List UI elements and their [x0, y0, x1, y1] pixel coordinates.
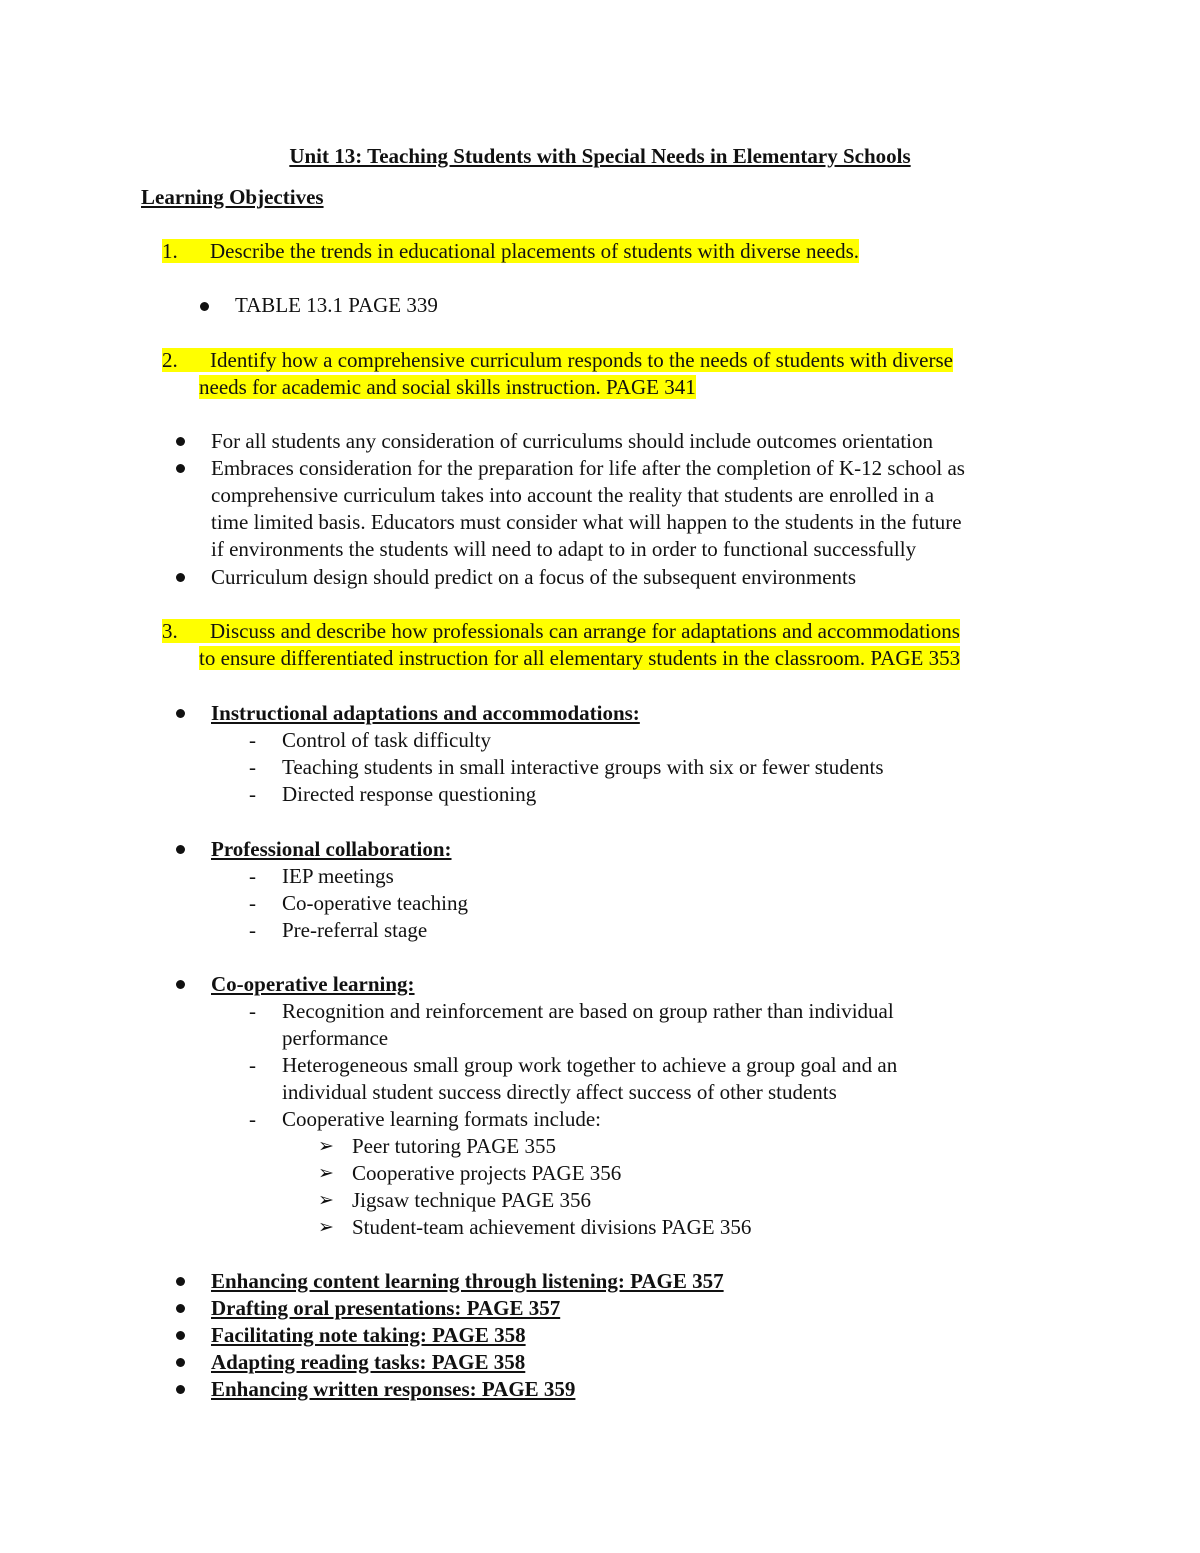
arrow-bullet-icon: ➢ — [318, 1189, 334, 1211]
collaboration-item: Co-operative teaching — [282, 891, 469, 915]
bullet-icon — [176, 437, 185, 446]
bullet-icon — [176, 464, 185, 473]
cooperative-item-2-line1: Heterogeneous small group work together to achieve a group goal and an — [282, 1053, 898, 1077]
cooperative-heading: Co-operative learning: — [211, 972, 415, 996]
dash-icon: - — [249, 782, 256, 806]
bullet-icon — [200, 302, 209, 311]
objective-2-bullet-1: For all students any consideration of curriculums should include outcomes orientation — [211, 429, 934, 453]
format-item: Student-team achievement divisions PAGE 356 — [352, 1215, 752, 1239]
bullet-icon — [176, 1385, 185, 1394]
objective-1 — [162, 238, 859, 265]
objective-text-line1: Discuss and describe how professionals can arrange for adaptations and accommodations — [210, 619, 960, 643]
dash-icon: - — [249, 755, 256, 779]
collaboration-heading: Professional collaboration: — [211, 837, 452, 861]
objective-3-line2 — [199, 645, 960, 672]
arrow-bullet-icon: ➢ — [318, 1216, 334, 1238]
bullet-icon — [176, 845, 185, 854]
objective-3 — [162, 618, 960, 645]
dash-icon: - — [249, 891, 256, 915]
bullet-icon — [176, 1331, 185, 1340]
objective-2-bullet-2-line1: Embraces consideration for the preparation for life after the completion of K-12 school as — [211, 456, 965, 480]
document-title: Unit 13: Teaching Students with Special Needs in Elementary Schools — [289, 144, 911, 168]
bullet-icon — [176, 709, 185, 718]
cooperative-item-1-line2: performance — [282, 1026, 389, 1050]
bullet-icon — [176, 573, 185, 582]
collaboration-item: IEP meetings — [282, 864, 394, 888]
cooperative-item-1-line1: Recognition and reinforcement are based on group rather than individual — [282, 999, 894, 1023]
dash-icon: - — [249, 864, 256, 888]
final-item: Drafting oral presentations: PAGE 357 — [211, 1296, 561, 1320]
objective-text-line1: Identify how a comprehensive curriculum responds to the needs of students with diverse — [210, 348, 953, 372]
bullet-icon — [176, 980, 185, 989]
objective-text: Describe the trends in educational placements of students with diverse needs. — [210, 239, 860, 263]
objective-text-line2: to ensure differentiated instruction for all elementary students in the classroom. PAGE 353 — [199, 646, 961, 670]
format-item: Cooperative projects PAGE 356 — [352, 1161, 622, 1185]
final-item: Adapting reading tasks: PAGE 358 — [211, 1350, 526, 1374]
instructional-item: Directed response questioning — [282, 782, 537, 806]
cooperative-item-2-line2: individual student success directly affect success of other students — [282, 1080, 837, 1104]
objective-2-bullet-2-line4: if environments the students will need to adapt to in order to functional successfully — [211, 537, 917, 561]
objective-number: 3. — [162, 619, 178, 643]
dash-icon: - — [249, 999, 256, 1023]
format-item: Jigsaw technique PAGE 356 — [352, 1188, 591, 1212]
collaboration-item: Pre-referral stage — [282, 918, 428, 942]
instructional-heading: Instructional adaptations and accommodations: — [211, 701, 640, 725]
final-item: Facilitating note taking: PAGE 358 — [211, 1323, 526, 1347]
objective-2-line2 — [199, 374, 696, 401]
objective-number: 1. — [162, 239, 178, 263]
dash-icon: - — [249, 1107, 256, 1131]
objectives-heading: Learning Objectives — [141, 185, 324, 209]
arrow-bullet-icon: ➢ — [318, 1162, 334, 1184]
objective-2-bullet-2-line2: comprehensive curriculum takes into account the reality that students are enrolled in a — [211, 483, 935, 507]
bullet-icon — [176, 1277, 185, 1286]
final-item: Enhancing written responses: PAGE 359 — [211, 1377, 576, 1401]
objective-2 — [162, 347, 953, 374]
dash-icon: - — [249, 728, 256, 752]
dash-icon: - — [249, 1053, 256, 1077]
dash-icon: - — [249, 918, 256, 942]
instructional-item: Control of task difficulty — [282, 728, 492, 752]
bullet-icon — [176, 1358, 185, 1367]
objective-text-line2: needs for academic and social skills instruction. PAGE 341 — [199, 375, 696, 399]
objective-2-bullet-3: Curriculum design should predict on a focus of the subsequent environments — [211, 565, 857, 589]
objective-2-bullet-2-line3: time limited basis. Educators must consider what will happen to the students in the future — [211, 510, 962, 534]
objective-1-bullet: TABLE 13.1 PAGE 339 — [235, 293, 438, 317]
cooperative-item-3: Cooperative learning formats include: — [282, 1107, 601, 1131]
bullet-icon — [176, 1304, 185, 1313]
format-item: Peer tutoring PAGE 355 — [352, 1134, 556, 1158]
final-item: Enhancing content learning through listening: PAGE 357 — [211, 1269, 724, 1293]
objective-number: 2. — [162, 348, 178, 372]
instructional-item: Teaching students in small interactive groups with six or fewer students — [282, 755, 884, 779]
arrow-bullet-icon: ➢ — [318, 1135, 334, 1157]
